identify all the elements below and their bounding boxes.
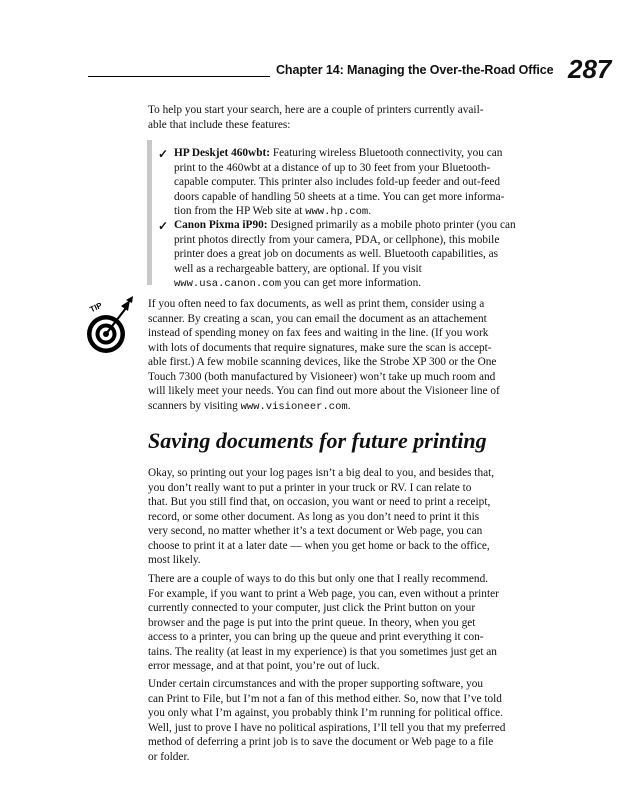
- text-line: Featuring wireless Bluetooth connectivity, you can: [270, 147, 503, 159]
- text-line: record, or some other document. As long as you don’t need to print it this: [148, 510, 480, 523]
- text-line: with lots of documents that require signatures, make sure the scan is accept-: [148, 341, 492, 354]
- text-line: scanner. By creating a scan, you can email the document as an attachement: [148, 312, 487, 325]
- text-line: able that include these features:: [148, 118, 291, 131]
- bullet-title: Canon Pixma iP90:: [174, 219, 268, 231]
- text-line: There are a couple of ways to do this but only one that I really recommend.: [148, 573, 489, 585]
- text-line: method of deferring a print job is to save the document or Web page to a file: [148, 736, 494, 748]
- bullet-hp-deskjet: [158, 146, 550, 220]
- hp-url: www.hp.com: [305, 206, 369, 218]
- text-line: tains. The reality (at least in my experience) is that you sometimes just get an: [148, 645, 497, 658]
- intro-paragraph: [148, 103, 548, 132]
- text-line: To help you start your search, here are a couple of printers currently avail-: [148, 104, 484, 116]
- bullet-title: HP Deskjet 460wbt:: [174, 147, 271, 159]
- text-line: tion from the HP Web site at: [174, 205, 306, 217]
- text-line: print photos directly from your camera, PDA, or cellphone), this mobile: [174, 233, 500, 246]
- header-rule: [88, 76, 270, 77]
- check-icon: ✓: [158, 219, 169, 233]
- bullet-canon-pixma: [158, 218, 550, 292]
- text-line: very second, no matter whether it’s a text document or Web page, you can: [148, 525, 483, 537]
- text-line: you can get more information.: [281, 277, 422, 289]
- text-line: Designed primarily as a mobile photo printer (you can: [267, 219, 516, 231]
- body-paragraph-3: [148, 677, 548, 764]
- chapter-title: Chapter 14: Managing the Over-the-Road Office: [276, 63, 554, 77]
- text-line: able first.) A few mobile scanning devices, like the Strobe XP 300 or the One: [148, 356, 497, 368]
- text-line: scanners by visiting: [148, 399, 241, 412]
- text-line: Well, just to prove I have no political aspirations, I’ll tell you that my preferred: [148, 721, 506, 734]
- text-line: instead of spending money on fax fees and waiting in the line. (If you work: [148, 327, 489, 339]
- text-line: choose to print it at a later date — when you get home or back to the office,: [148, 539, 490, 552]
- text-line: will likely meet your needs. You can find out more about the Visioneer line of: [148, 385, 500, 397]
- tip-label: TIP: [88, 300, 104, 315]
- text-line: can Print to File, but I’m not a fan of this method either. So, now that I’ve told: [148, 692, 502, 705]
- text-line: .: [368, 205, 372, 217]
- text-line: capable computer. This printer also includes fold-up feeder and out-feed: [174, 176, 501, 188]
- section-heading: Saving documents for future printing: [148, 428, 487, 453]
- text-line: Touch 7300 (both manufactured by Visioneer) won’t take up much room and: [148, 370, 496, 383]
- tip-paragraph: [148, 297, 548, 414]
- text-line: you don’t really want to put a printer in your truck or RV. I can relate to: [148, 481, 472, 494]
- text-line: Under certain circumstances and with the proper supporting software, you: [148, 678, 484, 690]
- text-line: For example, if you want to print a Web page, you can, even without a printer: [148, 587, 499, 600]
- visioneer-url: www.visioneer.com: [240, 400, 348, 413]
- check-icon: ✓: [158, 147, 169, 161]
- text-line: well as a rechargeable battery, are optional. If you visit: [174, 262, 422, 275]
- text-line: printer does a great job on documents as well. Bluetooth capabilities, as: [174, 248, 499, 260]
- page-number: 287: [568, 54, 612, 84]
- text-line: error message, and at that point, you’re out of luck.: [148, 660, 380, 672]
- text-line: access to a printer, you can bring up the queue and print everything it con-: [148, 631, 484, 643]
- canon-url: www.usa.canon.com: [174, 278, 282, 290]
- text-line: Okay, so printing out your log pages isn’t a big deal to you, and besides that,: [148, 467, 495, 479]
- text-line: .: [347, 399, 351, 412]
- body-paragraph-2: [148, 572, 548, 674]
- text-line: If you often need to fax documents, as well as print them, consider using a: [148, 298, 485, 310]
- text-line: or folder.: [148, 750, 190, 763]
- bullet-list-bar: [147, 140, 152, 285]
- text-line: you only what I’m against, you probably think I’m running for political office.: [148, 707, 503, 719]
- text-line: most likely.: [148, 554, 201, 566]
- text-line: doors capable of handling 50 sheets at a time. You can get more informa-: [174, 190, 505, 203]
- text-line: currently connected to your computer, just click the Print button on your: [148, 602, 476, 614]
- text-line: that. But you still find that, on occasion, you want or need to print a receipt,: [148, 496, 491, 508]
- tip-icon: [86, 294, 136, 356]
- text-line: browser and the page is put into the print queue. In theory, when you get: [148, 616, 476, 629]
- text-line: print to the 460wbt at a distance of up to 30 feet from your Bluetooth-: [174, 161, 491, 174]
- body-paragraph-1: [148, 466, 548, 568]
